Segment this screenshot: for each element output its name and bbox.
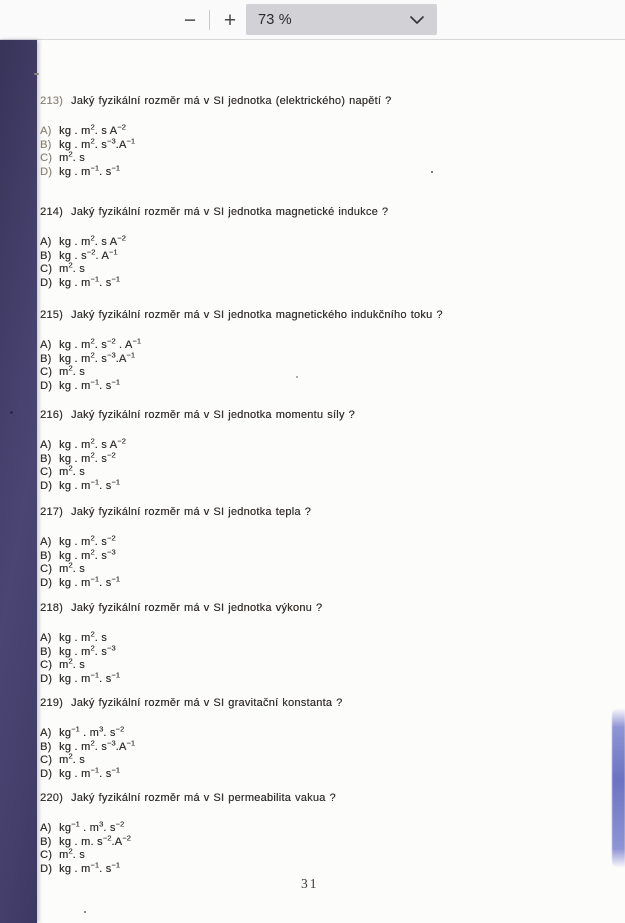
question-block — [40, 408, 355, 493]
answer-option — [40, 162, 391, 180]
question-title — [40, 94, 391, 108]
questions-area — [40, 40, 625, 923]
option-label: C) — [40, 754, 53, 766]
answer-option — [40, 846, 336, 863]
answer-option — [40, 436, 355, 453]
option-formula: kg . $s^{-2}$. $A^{-1}$ — [59, 246, 118, 262]
answer-option — [40, 246, 388, 264]
question-title — [40, 408, 355, 422]
option-label: A) — [40, 632, 52, 644]
option-formula: kg . $m^2$. $s^{-3}$ — [59, 642, 116, 658]
answer-option — [40, 376, 443, 394]
option-label: C) — [40, 263, 53, 275]
option-formula: $m^2$. s — [59, 363, 85, 378]
option-formula: $m^2$. s — [59, 656, 85, 671]
answer-option — [40, 751, 342, 768]
option-formula: kg . $m^{-1}$. $s^{-1}$ — [59, 476, 120, 492]
option-formula: kg . $m^{-1}$. $s^{-1}$ — [59, 573, 120, 589]
question-block — [40, 696, 342, 781]
zoom-level-select[interactable] — [246, 4, 437, 35]
option-formula: kg . $m^2$. $s^{-3}$ — [59, 546, 116, 562]
chevron-down-icon — [410, 16, 424, 24]
answer-option — [40, 859, 336, 877]
question-text: Jaký fyzikální rozměr má v SI jednotka tepla ? — [70, 506, 311, 518]
question-title — [40, 205, 388, 219]
question-text: Jaký fyzikální rozměr má v SI jednotka magnetického indukčního toku ? — [70, 309, 443, 321]
option-label: B) — [40, 249, 52, 262]
scanned-document-page — [0, 40, 625, 923]
zoom-in-button[interactable]: + — [216, 6, 244, 34]
answer-options — [40, 629, 322, 686]
option-label: D) — [40, 767, 53, 780]
question-block — [40, 601, 322, 686]
question-block — [40, 94, 391, 179]
option-label: C) — [40, 659, 53, 671]
answer-option — [40, 336, 443, 353]
option-formula: $m^2$. s — [59, 846, 85, 861]
question-block — [40, 791, 336, 876]
question-block — [40, 308, 443, 393]
scan-speck — [84, 911, 86, 913]
answer-option — [40, 349, 443, 367]
option-formula: kg . $m^2$. $s^{-3}.A^{-1}$ — [59, 135, 136, 151]
option-label: B) — [40, 549, 52, 562]
option-formula: kg . $m^{-1}$. $s^{-1}$ — [59, 162, 120, 178]
question-number: 213) — [40, 95, 67, 107]
option-label: B) — [40, 352, 52, 365]
option-formula: kg . $m^2$. $s^{-2}$ — [59, 449, 116, 465]
answer-options — [40, 533, 311, 590]
option-label: C) — [40, 152, 53, 164]
option-formula: kg . $m^{-1}$. $s^{-1}$ — [59, 376, 120, 392]
answer-options — [40, 336, 443, 393]
question-text: Jaký fyzikální rozměr má v SI jednotka momentu síly ? — [70, 409, 355, 421]
option-formula: kg . $m^2$. s — [59, 629, 107, 644]
question-title — [40, 308, 443, 322]
option-formula: kg . $m^2$. s $A^{-2}$ — [59, 233, 126, 248]
question-title — [40, 696, 342, 710]
answer-option — [40, 560, 311, 577]
book-binding-shadow — [0, 40, 37, 923]
answer-option — [40, 669, 322, 687]
answer-option — [40, 363, 443, 380]
option-label: D) — [40, 672, 53, 685]
answer-option — [40, 135, 391, 153]
option-label: D) — [40, 479, 53, 492]
option-formula: $m^2$. s — [59, 751, 85, 766]
answer-option — [40, 546, 311, 564]
scan-speck — [34, 73, 39, 75]
answer-option — [40, 764, 342, 782]
answer-options — [40, 819, 336, 876]
option-label: A) — [40, 439, 52, 451]
answer-options — [40, 122, 391, 179]
option-formula: $m^2$. s — [59, 260, 85, 275]
option-label: A) — [40, 536, 52, 548]
option-label: D) — [40, 276, 53, 289]
option-label: A) — [40, 125, 52, 137]
option-label: C) — [40, 563, 53, 575]
answer-options — [40, 436, 355, 493]
question-number: 215) — [40, 309, 67, 321]
question-number: 219) — [40, 697, 67, 709]
option-label: A) — [40, 822, 52, 834]
option-formula: kg . $m^2$. s $A^{-2}$ — [59, 436, 126, 451]
answer-option — [40, 463, 355, 480]
option-label: B) — [40, 835, 52, 848]
question-text: Jaký fyzikální rozměr má v SI jednotka (elektrického) napětí ? — [70, 95, 392, 107]
option-formula: $m^2$. s — [59, 149, 85, 164]
option-label: D) — [40, 576, 53, 589]
answer-option — [40, 573, 311, 591]
option-label: A) — [40, 339, 52, 351]
option-formula: kg . $m^{-1}$. $s^{-1}$ — [59, 859, 120, 875]
option-formula: kg . $m^2$. $s^{-2}$ — [59, 533, 116, 548]
option-label: B) — [40, 740, 52, 753]
right-edge-highlight-strip — [612, 708, 625, 868]
option-label: C) — [40, 466, 53, 478]
question-number: 214) — [40, 206, 67, 218]
option-label: A) — [40, 236, 52, 248]
question-text: Jaký fyzikální rozměr má v SI jednotka magnetické indukce ? — [70, 206, 389, 218]
answer-option — [40, 819, 336, 836]
option-formula: kg . $m^2$. $s^{-3}.A^{-1}$ — [59, 349, 136, 365]
zoom-out-button[interactable]: − — [176, 6, 204, 34]
answer-option — [40, 737, 342, 755]
option-label: D) — [40, 379, 53, 392]
option-formula: kg . m. $s^{-2}.A^{-2}$ — [59, 832, 131, 848]
option-label: B) — [40, 138, 52, 151]
question-title — [40, 505, 311, 519]
answer-option — [40, 642, 322, 660]
toolbar-divider — [209, 10, 210, 30]
answer-options — [40, 724, 342, 781]
question-text: Jaký fyzikální rozměr má v SI gravitační konstanta ? — [70, 697, 343, 709]
question-text: Jaký fyzikální rozměr má v SI jednotka výkonu ? — [70, 602, 323, 614]
answer-option — [40, 724, 342, 741]
question-number: 218) — [40, 602, 67, 614]
question-number: 217) — [40, 506, 67, 518]
scan-speck — [431, 171, 433, 173]
question-number: 220) — [40, 792, 67, 804]
option-label: D) — [40, 862, 53, 875]
option-label: B) — [40, 452, 52, 465]
question-text: Jaký fyzikální rozměr má v SI permeabilita vakua ? — [70, 792, 336, 804]
answer-option — [40, 476, 355, 494]
question-block — [40, 205, 388, 290]
option-formula: kg . $m^2$. $s^{-2}$ . $A^{-1}$ — [59, 336, 142, 351]
question-title — [40, 791, 336, 805]
option-formula: kg . $m^{-1}$. $s^{-1}$ — [59, 669, 120, 685]
question-title — [40, 601, 322, 615]
option-formula: $kg^{-1}$ . $m^3$. $s^{-2}$ — [59, 724, 125, 739]
scan-speck — [296, 376, 298, 378]
option-label: C) — [40, 849, 53, 861]
question-number: 216) — [40, 409, 67, 421]
answer-option — [40, 656, 322, 673]
option-formula: kg . $m^{-1}$. $s^{-1}$ — [59, 764, 120, 780]
answer-option — [40, 273, 388, 291]
answer-option — [40, 629, 322, 646]
option-formula: $m^2$. s — [59, 463, 85, 478]
option-formula: $kg^{-1}$ . $m^3$. $s^{-2}$ — [59, 819, 125, 834]
answer-option — [40, 533, 311, 550]
option-formula: kg . $m^2$. s $A^{-2}$ — [59, 122, 126, 137]
option-label: C) — [40, 366, 53, 378]
question-block — [40, 505, 311, 590]
scan-speck — [10, 411, 13, 414]
zoom-level-value: 73 % — [258, 11, 292, 28]
option-formula: kg . $m^{-1}$. $s^{-1}$ — [59, 273, 120, 289]
option-label: A) — [40, 727, 52, 739]
answer-option — [40, 832, 336, 850]
option-label: B) — [40, 645, 52, 658]
option-formula: kg . $m^2$. $s^{-3}.A^{-1}$ — [59, 737, 136, 753]
pdf-zoom-toolbar — [0, 0, 625, 40]
page-number: 31 — [301, 876, 319, 891]
answer-option — [40, 449, 355, 467]
answer-options — [40, 233, 388, 290]
option-label: D) — [40, 165, 53, 178]
option-formula: $m^2$. s — [59, 560, 85, 575]
